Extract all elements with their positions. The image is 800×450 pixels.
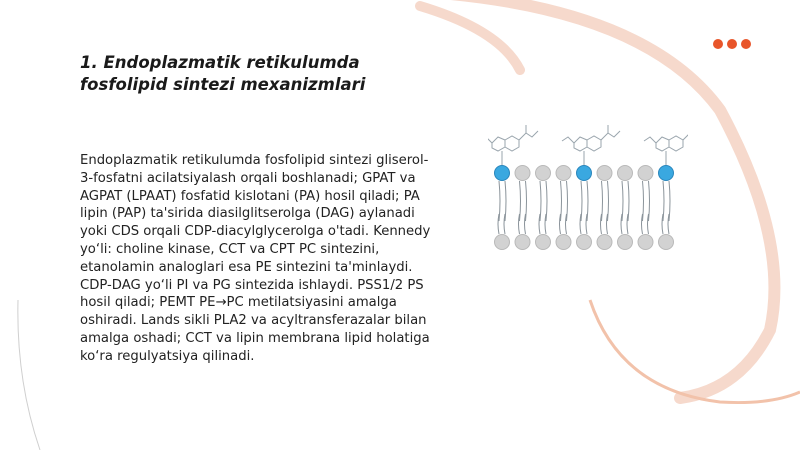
dot-icon bbox=[713, 39, 723, 49]
slide-title: 1. Endoplazmatik retikulumda fosfolipid sintezi mexanizmlari bbox=[80, 53, 366, 94]
lipid-head bbox=[515, 166, 530, 181]
slide-body-text: Endoplazmatik retikulumda fosfolipid sintezi gliserol-3-fosfatni acilatsiyalash orqali boshlanadi; GPAT va AGPAT (LPAAT) fosfatid kislotani (PA) hosil qiladi; PA lipin (PAP) ta'sirida diasilglitserolga (DAG) aylanadi yoki CDS orqali CDP-diacylglycerolga o'tadi. Kennedy yo‘li: choline kinase, CCT va CPT PC sintezini, etanolamin analoglari esa PE sintezini ta'minlaydi. CDP-DAG yo‘li PI va PG sintezida ishlaydi. PSS1/2 PS hosil qiladi; PEMT PE→PC metilatsiyasini amalga oshiradi. Lands sikli PLA2 va acyltransferazalar bilan amalga oshadi; CCT va lipin membrana lipid holatiga ko‘ra regulyatsiya qilinadi. bbox=[80, 153, 431, 364]
lipid-tail bbox=[560, 214, 561, 234]
chain-line bbox=[683, 131, 688, 140]
lipid-head bbox=[618, 235, 633, 250]
dot-icon bbox=[727, 39, 737, 49]
bottom-head-row bbox=[495, 235, 674, 250]
lipid-tail bbox=[627, 214, 628, 234]
dot-icon bbox=[741, 39, 751, 49]
lipid-head bbox=[536, 235, 551, 250]
lipid-tails bbox=[498, 181, 670, 234]
lipid-head bbox=[597, 166, 612, 181]
lipid-tail bbox=[525, 214, 526, 234]
lipid-head bbox=[556, 235, 571, 250]
lipid-head bbox=[495, 235, 510, 250]
lipid-tail bbox=[586, 214, 587, 234]
lipid-head bbox=[495, 166, 510, 181]
lipid-tail bbox=[566, 214, 567, 234]
lipid-tail bbox=[662, 214, 663, 234]
lipid-tail bbox=[519, 214, 520, 234]
ring-structure bbox=[492, 137, 505, 151]
lipid-tail bbox=[580, 214, 581, 234]
lipid-head bbox=[577, 166, 592, 181]
chain-line bbox=[562, 137, 574, 143]
chain-line bbox=[519, 131, 538, 140]
phospholipid-bilayer-illustration bbox=[488, 108, 688, 258]
lipid-head bbox=[659, 166, 674, 181]
lipid-head bbox=[638, 166, 653, 181]
lipid-tail bbox=[621, 214, 622, 234]
ring-structure bbox=[656, 137, 669, 151]
lipid-head bbox=[618, 166, 633, 181]
lipid-tail bbox=[545, 214, 546, 234]
lipid-tail bbox=[539, 214, 540, 234]
molecule-structures bbox=[488, 125, 688, 165]
ring-structure bbox=[587, 136, 601, 151]
lipid-tail bbox=[504, 214, 505, 234]
ring-structure bbox=[505, 136, 519, 151]
chain-line bbox=[644, 137, 656, 143]
chain-line bbox=[601, 131, 620, 140]
lipid-head bbox=[597, 235, 612, 250]
lipid-tail bbox=[668, 214, 669, 234]
lipid-tail bbox=[648, 214, 649, 234]
decorative-dots bbox=[713, 39, 751, 49]
chain-line bbox=[488, 137, 492, 143]
lipid-head bbox=[515, 235, 530, 250]
lipid-tail bbox=[498, 214, 499, 234]
lipid-head bbox=[556, 166, 571, 181]
lipid-head bbox=[638, 235, 653, 250]
lipid-tail bbox=[601, 214, 602, 234]
lipid-head bbox=[536, 166, 551, 181]
ring-structure bbox=[669, 136, 683, 151]
top-head-row bbox=[495, 166, 674, 181]
lipid-tail bbox=[607, 214, 608, 234]
ring-structure bbox=[574, 137, 587, 151]
lipid-head bbox=[659, 235, 674, 250]
lipid-tail bbox=[642, 214, 643, 234]
lipid-head bbox=[577, 235, 592, 250]
